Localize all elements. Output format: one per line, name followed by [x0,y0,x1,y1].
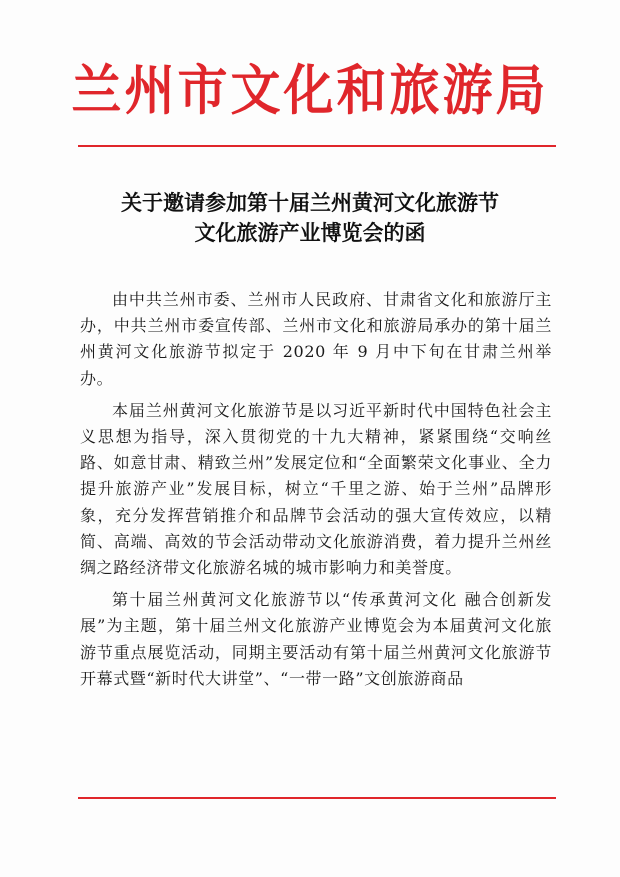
footer-red-rule [78,797,556,799]
document-body [80,287,552,692]
masthead-org-name: 兰州市文化和旅游局 [71,59,549,122]
masthead-red-rule [78,145,556,147]
document-title-line-1: 关于邀请参加第十届兰州黄河文化旅游节 [121,191,499,215]
body-paragraph-3: 第十届兰州黄河文化旅游节以“传承黄河文化 融合创新发展”为主题，第十届兰州文化旅游产业博览会为本届黄河文化旅游节重点展览活动，同期主要活动有第十届兰州黄河文化旅游节开幕式暨“新时代大讲堂”、“一带一路”文创旅游商品 [80,590,552,688]
document-title-line-2: 文化旅游产业博览会的函 [194,221,426,245]
body-paragraph-2: 本届兰州黄河文化旅游节是以习近平新时代中国特色社会主义思想为指导，深入贯彻党的十九大精神，紧紧围绕“交响丝路、如意甘肃、精致兰州”发展定位和“全面繁荣文化事业、全力提升旅游产业”发展目标，树立“千里之游、始于兰州”品牌形象，充分发挥营销推介和品牌节会活动的强大宣传效应，以精简、高端、高效的节会活动带动文化旅游消费，着力提升兰州丝绸之路经济带文化旅游名城的城市影响力和美誉度。 [80,400,552,578]
body-paragraph-1: 由中共兰州市委、兰州市人民政府、甘肃省文化和旅游厅主办，中共兰州市委宣传部、兰州市文化和旅游局承办的第十届兰州黄河文化旅游节拟定于 2020 年 9 月中下旬在甘肃兰州举办。 [80,290,552,388]
